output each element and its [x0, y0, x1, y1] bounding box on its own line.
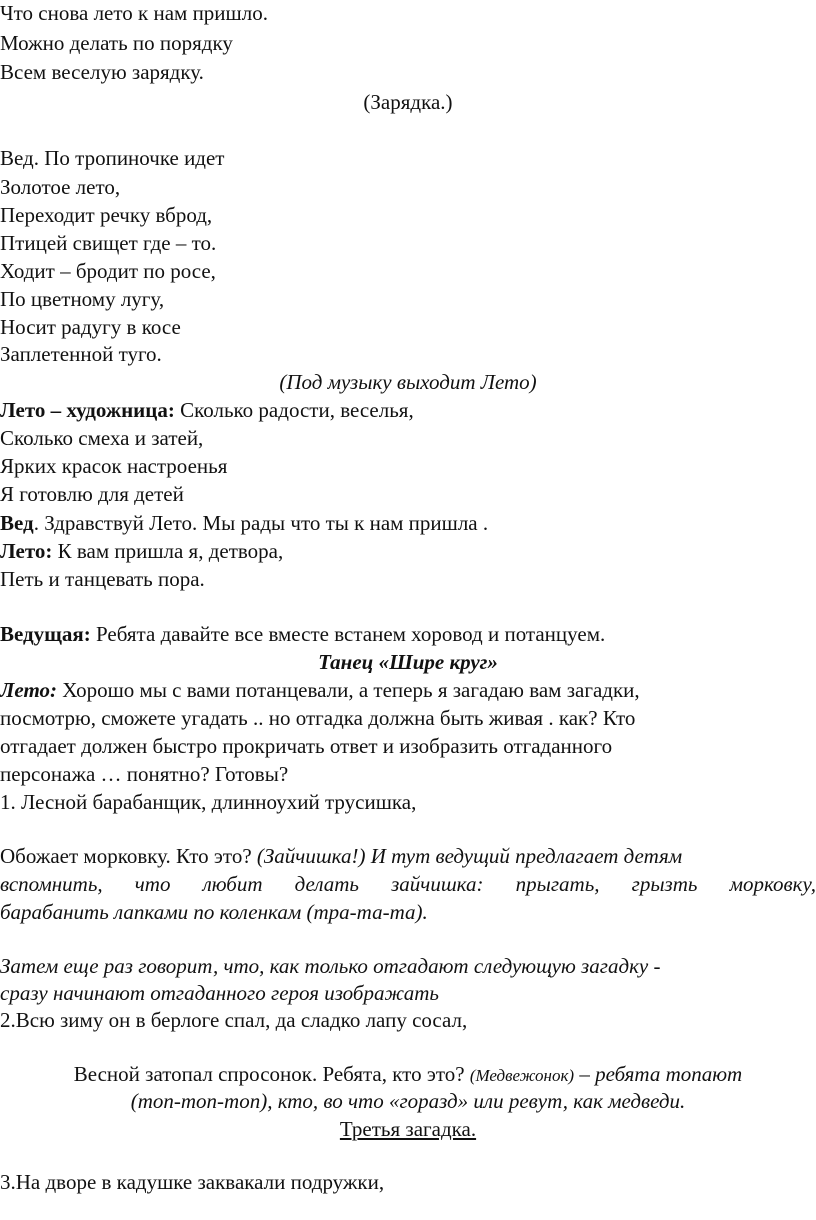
text-line: Вед. По тропиночке идет — [0, 146, 225, 170]
speaker-label: Лето: — [0, 678, 58, 702]
speech-line — [0, 538, 816, 564]
text-line: персонажа … понятно? Готовы? — [0, 762, 289, 786]
text-line: Переходит речку вброд, — [0, 203, 213, 227]
speaker-label: Ведущая: — [0, 622, 91, 646]
riddle-line: 1. Лесной барабанщик, длинноухий трусишка, — [0, 790, 417, 814]
text-line: посмотрю, сможете угадать .. но отгадка должна быть живая . как? Кто — [0, 706, 636, 730]
speech-text: Ребята давайте все вместе встанем хоровод и потанцуем. — [90, 622, 606, 646]
instruction-line: Затем еще раз говорит, что, как только отгадают следующую загадку - — [0, 954, 661, 978]
stage-direction: (Под музыку выходит Лето) — [279, 370, 537, 394]
riddle-answer: (Зайчишка!) И тут ведущий предлагает детям — [256, 844, 683, 868]
text-line: Заплетенной туго. — [0, 342, 162, 366]
text-line: Что снова лето к нам пришло. — [0, 1, 268, 25]
speech-line — [0, 397, 816, 423]
speaker-label: Вед — [0, 511, 34, 535]
text-line: Можно делать по порядку — [0, 31, 233, 55]
text-line: Я готовлю для детей — [0, 482, 184, 506]
instruction-line: сразу начинают отгаданного героя изображать — [0, 981, 439, 1005]
text-line: Носит радугу в косе — [0, 315, 181, 339]
riddle-line — [0, 843, 816, 869]
speech-text: . Здравствуй Лето. Мы рады что ты к нам пришла . — [33, 511, 489, 535]
speech-line — [0, 621, 816, 647]
text-line: По цветному лугу, — [0, 287, 165, 311]
riddle-note: – ребята топают — [574, 1062, 743, 1086]
speech-text: К вам пришла я, детвора, — [52, 539, 284, 563]
riddle-note: вспомнить, что любит делать зайчишка: прыгать, грызть морковку, — [0, 872, 816, 896]
text-line: Ходит – бродит по росе, — [0, 259, 216, 283]
speech-line — [0, 510, 816, 536]
riddle-answer: (Медвежонок) — [469, 1066, 575, 1085]
text-line: Птицей свищет где – то. — [0, 231, 217, 255]
text-line: Всем веселую зарядку. — [0, 60, 204, 84]
riddle-note: (топ-топ-топ), кто, во что «горазд» или ревут, как медведи. — [130, 1089, 686, 1113]
riddle-note: барабанить лапками по коленкам (тра-та-та). — [0, 900, 428, 924]
riddle-line: 2.Всю зиму он в берлоге спал, да сладко лапу сосал, — [0, 1008, 468, 1032]
text-line: отгадает должен быстро прокричать ответ и изобразить отгаданного — [0, 734, 613, 758]
speaker-label: Лето – художница: — [0, 398, 175, 422]
riddle-text: Обожает морковку. Кто это? — [0, 844, 257, 868]
section-heading: Третья загадка. — [339, 1117, 477, 1141]
text-line: Золотое лето, — [0, 175, 121, 199]
speech-text: Хорошо мы с вами потанцевали, а теперь я загадаю вам загадки, — [57, 678, 640, 702]
text-line: Петь и танцевать пора. — [0, 567, 205, 591]
riddle-text: Весной затопал спросонок. Ребята, кто это? — [73, 1062, 470, 1086]
text-line: Сколько смеха и затей, — [0, 426, 204, 450]
riddle-line — [0, 1061, 816, 1089]
dance-title: Танец «Шире круг» — [318, 650, 498, 674]
speech-line — [0, 677, 816, 703]
riddle-line: 3.На дворе в кадушке заквакали подружки, — [0, 1170, 385, 1194]
text-line: Ярких красок настроенья — [0, 454, 228, 478]
stage-direction: (Зарядка.) — [363, 90, 453, 114]
speaker-label: Лето: — [0, 539, 53, 563]
speech-text: Сколько радости, веселья, — [174, 398, 414, 422]
